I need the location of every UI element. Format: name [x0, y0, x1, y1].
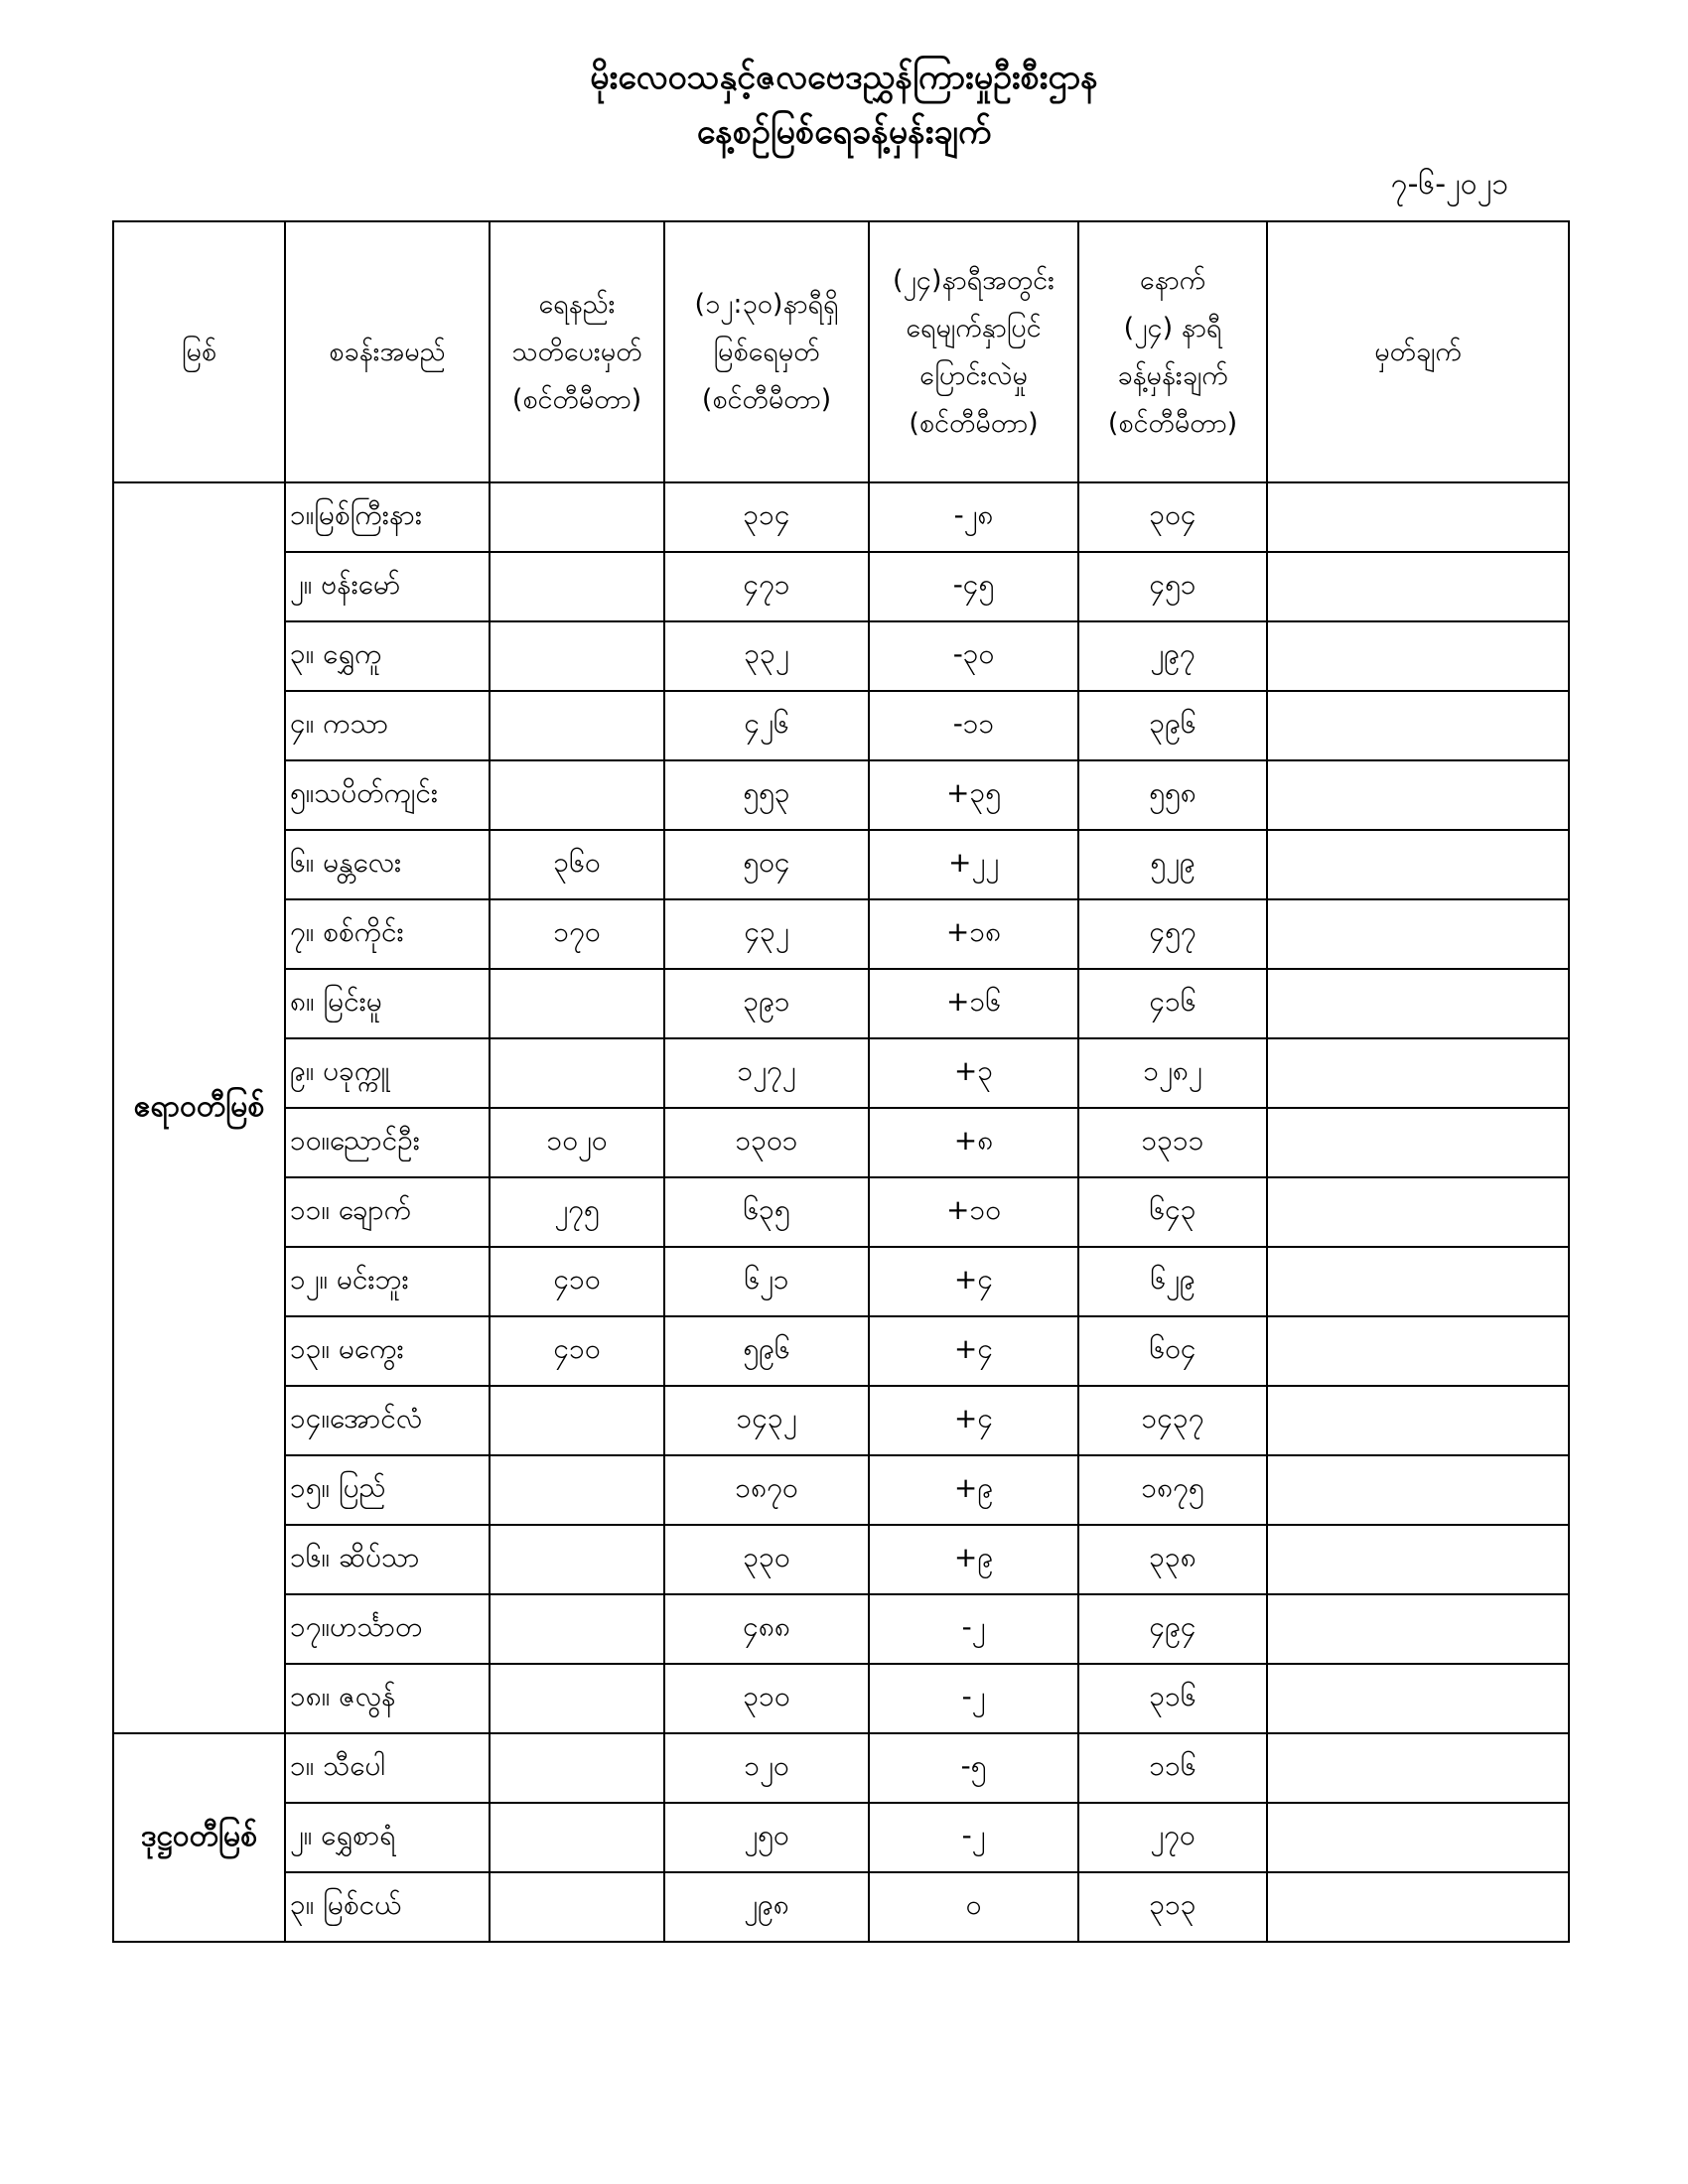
- observed-level-cell: ၁၂၇၂: [664, 1038, 869, 1108]
- observed-level-cell: ၄၂၆: [664, 691, 869, 760]
- forecast-cell: ၄၉၄: [1078, 1594, 1267, 1664]
- observed-level-cell: ၄၇၁: [664, 552, 869, 621]
- remarks-cell: [1267, 1803, 1569, 1872]
- observed-level-cell: ၅၅၃: [664, 760, 869, 830]
- table-row: [113, 969, 1569, 1038]
- table-row: [113, 1386, 1569, 1455]
- forecast-cell: ၆၀၄: [1078, 1316, 1267, 1386]
- report-date: ၇-၆-၂၀၂၁: [1390, 167, 1509, 202]
- station-cell: ၄။ ကသာ: [285, 691, 490, 760]
- observed-level-cell: ၃၁၄: [664, 482, 869, 552]
- observed-level-cell: ၂၉၈: [664, 1872, 869, 1942]
- danger-level-cell: ၄၁၀: [490, 1316, 664, 1386]
- danger-level-cell: [490, 1038, 664, 1108]
- station-cell: ၁။မြစ်ကြီးနား: [285, 482, 490, 552]
- header-station: စခန်းအမည်: [285, 221, 490, 482]
- header-line: (၁၂:၃၀)နာရီရှိ: [694, 288, 839, 320]
- station-cell: ၁၇။ဟင်္သာတ: [285, 1594, 490, 1664]
- header-line: (၂၄) နာရီ: [1123, 312, 1222, 343]
- table-header-row: [113, 221, 1569, 482]
- header-line: နောက်: [1139, 264, 1206, 296]
- table-row: [113, 621, 1569, 691]
- header-line: (စင်တီမီတာ): [1107, 407, 1238, 439]
- change-cell: -၅: [869, 1733, 1078, 1803]
- station-cell: ၁၄။အောင်လံ: [285, 1386, 490, 1455]
- observed-level-cell: ၃၉၁: [664, 969, 869, 1038]
- station-cell: ၂။ ဗန်းမော်: [285, 552, 490, 621]
- station-cell: ၁။ သီပေါ: [285, 1733, 490, 1803]
- header-forecast: [1078, 221, 1267, 482]
- change-cell: -၃၀: [869, 621, 1078, 691]
- change-cell: -၂: [869, 1664, 1078, 1733]
- observed-level-cell: ၁၂၀: [664, 1733, 869, 1803]
- forecast-cell: ၄၅၇: [1078, 899, 1267, 969]
- change-cell: +၃: [869, 1038, 1078, 1108]
- change-cell: +၂၂: [869, 830, 1078, 899]
- header-line: သတိပေးမှတ်: [511, 336, 642, 367]
- station-cell: ၃။ ရွှေကူ: [285, 621, 490, 691]
- table-row: [113, 830, 1569, 899]
- forecast-cell: ၁၄၃၇: [1078, 1386, 1267, 1455]
- danger-level-cell: [490, 621, 664, 691]
- remarks-cell: [1267, 1038, 1569, 1108]
- table-row: [113, 1733, 1569, 1803]
- forecast-cell: ၁၈၇၅: [1078, 1455, 1267, 1525]
- danger-level-cell: ၂၇၅: [490, 1177, 664, 1247]
- table-row: [113, 1038, 1569, 1108]
- change-cell: -၁၁: [869, 691, 1078, 760]
- forecast-cell: ၅၂၉: [1078, 830, 1267, 899]
- change-cell: +၁၀: [869, 1177, 1078, 1247]
- danger-level-cell: [490, 1525, 664, 1594]
- header-line: ခန့်မှန်းချက်: [1117, 359, 1228, 391]
- remarks-cell: [1267, 1455, 1569, 1525]
- remarks-cell: [1267, 1247, 1569, 1316]
- header-line: (၂၄)နာရီအတွင်း: [892, 264, 1055, 296]
- observed-level-cell: ၂၅၀: [664, 1803, 869, 1872]
- forecast-cell: ၃၁၆: [1078, 1664, 1267, 1733]
- forecast-cell: ၃၁၃: [1078, 1872, 1267, 1942]
- table-row: [113, 691, 1569, 760]
- forecast-cell: ၅၅၈: [1078, 760, 1267, 830]
- station-cell: ၁၀။ညောင်ဦး: [285, 1108, 490, 1177]
- table-row: [113, 1872, 1569, 1942]
- forecast-cell: ၁၂၈၂: [1078, 1038, 1267, 1108]
- forecast-cell: ၄၅၁: [1078, 552, 1267, 621]
- change-cell: +၄: [869, 1316, 1078, 1386]
- forecast-cell: ၂၉၇: [1078, 621, 1267, 691]
- change-cell: -၂၈: [869, 482, 1078, 552]
- danger-level-cell: ၁၀၂၀: [490, 1108, 664, 1177]
- table-row: [113, 1247, 1569, 1316]
- header-line: မြစ်ရေမှတ်: [713, 336, 820, 367]
- table-row: [113, 1803, 1569, 1872]
- change-cell: +၄: [869, 1386, 1078, 1455]
- observed-level-cell: ၅၉၆: [664, 1316, 869, 1386]
- change-cell: +၈: [869, 1108, 1078, 1177]
- page-title: မိုးလေဝသနှင့်ဇလဗေဒညွှန်ကြားမှုဦးစီးဌာန: [590, 58, 1098, 97]
- table-row: [113, 899, 1569, 969]
- remarks-cell: [1267, 760, 1569, 830]
- header-danger-level: [490, 221, 664, 482]
- observed-level-cell: ၁၄၃၂: [664, 1386, 869, 1455]
- header-line: ပြောင်းလဲမှု: [919, 359, 1028, 391]
- danger-level-cell: [490, 1803, 664, 1872]
- danger-level-cell: [490, 1872, 664, 1942]
- danger-level-cell: ၁၇၀: [490, 899, 664, 969]
- forecast-cell: ၂၇၀: [1078, 1803, 1267, 1872]
- table-row: [113, 1108, 1569, 1177]
- table-row: [113, 1594, 1569, 1664]
- station-cell: ၁၈။ ဇလွန်: [285, 1664, 490, 1733]
- change-cell: -၂: [869, 1594, 1078, 1664]
- danger-level-cell: [490, 1455, 664, 1525]
- change-cell: +၉: [869, 1455, 1078, 1525]
- change-cell: +၁၈: [869, 899, 1078, 969]
- change-cell: +၁၆: [869, 969, 1078, 1038]
- observed-level-cell: ၃၁၀: [664, 1664, 869, 1733]
- header-line: ရေမျက်နှာပြင်: [906, 312, 1042, 343]
- station-cell: ၂။ ရွှေစာရံ: [285, 1803, 490, 1872]
- change-cell: ၀: [869, 1872, 1078, 1942]
- table-row: [113, 482, 1569, 552]
- remarks-cell: [1267, 899, 1569, 969]
- header-change-24h: [869, 221, 1078, 482]
- danger-level-cell: [490, 1733, 664, 1803]
- station-cell: ၃။ မြစ်ငယ်: [285, 1872, 490, 1942]
- forecast-cell: ၁၃၁၁: [1078, 1108, 1267, 1177]
- remarks-cell: [1267, 482, 1569, 552]
- observed-level-cell: ၁၃၀၁: [664, 1108, 869, 1177]
- danger-level-cell: [490, 760, 664, 830]
- remarks-cell: [1267, 1386, 1569, 1455]
- forecast-cell: ၃၃၈: [1078, 1525, 1267, 1594]
- remarks-cell: [1267, 1177, 1569, 1247]
- table-row: [113, 1316, 1569, 1386]
- table-row: [113, 1177, 1569, 1247]
- page-subtitle: နေ့စဉ်မြစ်ရေခန့်မှန်းချက်: [696, 112, 992, 152]
- forecast-cell: ၄၁၆: [1078, 969, 1267, 1038]
- header-line: (စင်တီမီတာ): [909, 407, 1039, 439]
- change-cell: +၉: [869, 1525, 1078, 1594]
- forecast-cell: ၁၁၆: [1078, 1733, 1267, 1803]
- table-row: [113, 1455, 1569, 1525]
- river-name-cell: ဒုဋ္ဌဝတီမြစ်: [113, 1733, 285, 1942]
- station-cell: ၉။ ပခုက္ကူ: [285, 1038, 490, 1108]
- remarks-cell: [1267, 1525, 1569, 1594]
- header-remarks: မှတ်ချက်: [1267, 221, 1569, 482]
- river-forecast-table: [112, 220, 1570, 1943]
- header-line: ရေနည်း: [538, 288, 616, 320]
- observed-level-cell: ၄၃၂: [664, 899, 869, 969]
- forecast-cell: ၃၀၄: [1078, 482, 1267, 552]
- table-row: [113, 1525, 1569, 1594]
- change-cell: -၂: [869, 1803, 1078, 1872]
- change-cell: -၄၅: [869, 552, 1078, 621]
- station-cell: ၁၂။ မင်းဘူး: [285, 1247, 490, 1316]
- header-line: (စင်တီမီတာ): [511, 383, 642, 415]
- change-cell: +၄: [869, 1247, 1078, 1316]
- danger-level-cell: [490, 969, 664, 1038]
- table-row: [113, 760, 1569, 830]
- station-cell: ၈။ မြင်းမူ: [285, 969, 490, 1038]
- danger-level-cell: [490, 1594, 664, 1664]
- table-row: [113, 1664, 1569, 1733]
- remarks-cell: [1267, 969, 1569, 1038]
- observed-level-cell: ၃၃၀: [664, 1525, 869, 1594]
- station-cell: ၇။ စစ်ကိုင်း: [285, 899, 490, 969]
- observed-level-cell: ၅၀၄: [664, 830, 869, 899]
- remarks-cell: [1267, 1872, 1569, 1942]
- danger-level-cell: [490, 482, 664, 552]
- observed-level-cell: ၆၂၁: [664, 1247, 869, 1316]
- header-observed-level: [664, 221, 869, 482]
- station-cell: ၆။ မန္တလေး: [285, 830, 490, 899]
- remarks-cell: [1267, 1108, 1569, 1177]
- remarks-cell: [1267, 1733, 1569, 1803]
- remarks-cell: [1267, 1664, 1569, 1733]
- forecast-cell: ၃၉၆: [1078, 691, 1267, 760]
- remarks-cell: [1267, 1594, 1569, 1664]
- danger-level-cell: [490, 691, 664, 760]
- danger-level-cell: ၃၆၀: [490, 830, 664, 899]
- danger-level-cell: [490, 552, 664, 621]
- remarks-cell: [1267, 691, 1569, 760]
- station-cell: ၁၅။ ပြည်: [285, 1455, 490, 1525]
- observed-level-cell: ၆၃၅: [664, 1177, 869, 1247]
- remarks-cell: [1267, 830, 1569, 899]
- header-line: (စင်တီမီတာ): [701, 383, 832, 415]
- danger-level-cell: [490, 1386, 664, 1455]
- observed-level-cell: ၃၃၂: [664, 621, 869, 691]
- observed-level-cell: ၄၈၈: [664, 1594, 869, 1664]
- header-river: မြစ်: [113, 221, 285, 482]
- danger-level-cell: [490, 1664, 664, 1733]
- observed-level-cell: ၁၈၇၀: [664, 1455, 869, 1525]
- table-row: [113, 552, 1569, 621]
- station-cell: ၁၆။ ဆိပ်သာ: [285, 1525, 490, 1594]
- remarks-cell: [1267, 552, 1569, 621]
- remarks-cell: [1267, 621, 1569, 691]
- table-body: [113, 482, 1569, 1942]
- forecast-cell: ၆၄၃: [1078, 1177, 1267, 1247]
- remarks-cell: [1267, 1316, 1569, 1386]
- change-cell: +၃၅: [869, 760, 1078, 830]
- danger-level-cell: ၄၁၀: [490, 1247, 664, 1316]
- forecast-cell: ၆၂၉: [1078, 1247, 1267, 1316]
- station-cell: ၁၁။ ချောက်: [285, 1177, 490, 1247]
- station-cell: ၅။သပိတ်ကျင်း: [285, 760, 490, 830]
- river-name-cell: ဧရာဝတီမြစ်: [113, 482, 285, 1733]
- station-cell: ၁၃။ မကွေး: [285, 1316, 490, 1386]
